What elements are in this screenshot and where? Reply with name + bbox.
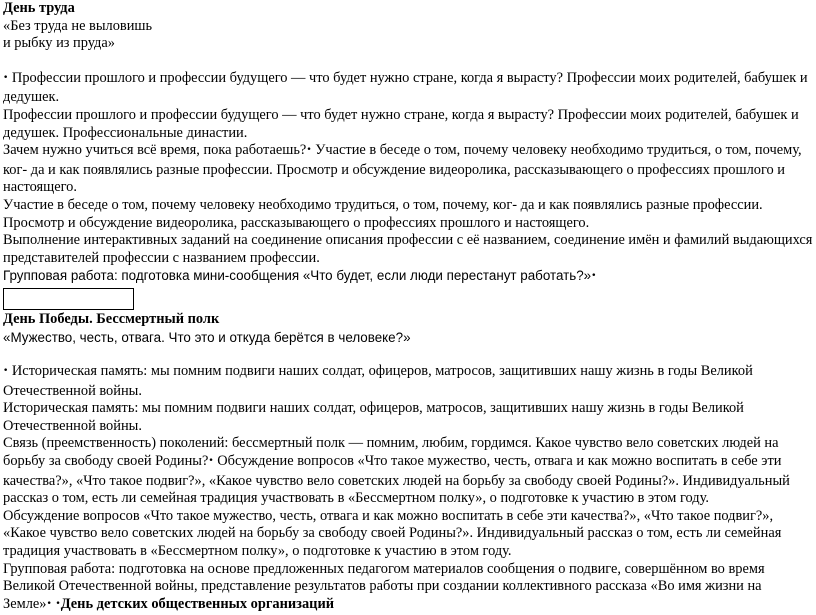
paragraph-text: Участие в беседе о том, почему человеку необходимо трудиться, о том, почему, ког- да и как появлялись разные профессии. Просмотр и обсуждение видеоролика, рассказывающего о профессиях прошлого и настоящего. bbox=[3, 142, 802, 196]
empty-table-cell bbox=[3, 288, 134, 310]
epigraph-line-2: и рыбку из пруда» bbox=[3, 35, 115, 52]
bullet-icon: • bbox=[3, 366, 9, 377]
paragraph-text: Профессии прошлого и профессии будущего — что будет нужно стране, когда я вырасту? Профессии моих родителей, бабушек и дедушек. bbox=[3, 69, 808, 106]
section-title-victory-day: День Победы. Бессмертный полк bbox=[3, 310, 220, 327]
bullet-icon: • bbox=[306, 145, 312, 156]
bullet-icon: • bbox=[3, 72, 9, 83]
paragraph-generations bbox=[3, 435, 813, 507]
paragraph-text: Зачем нужно учиться всё время, пока работаешь? bbox=[3, 142, 307, 159]
bullet-icon: • bbox=[208, 456, 214, 467]
spacer bbox=[3, 346, 813, 363]
bullet-icon: • bbox=[591, 271, 597, 282]
section-title-labor-day: День труда bbox=[3, 0, 75, 16]
paragraph-professions-lead bbox=[3, 70, 813, 107]
paragraph-learning bbox=[3, 142, 813, 197]
paragraph-professions: Профессии прошлого и профессии будущего — что будет нужно стране, когда я вырасту? Профессии моих родителей, бабушек и дедушек. Профессиональные династии. bbox=[3, 106, 799, 141]
bullet-icon: • bbox=[55, 598, 61, 609]
bullet-icon: • bbox=[46, 598, 52, 609]
epigraph-line-1: «Без труда не выловишь bbox=[3, 17, 153, 34]
paragraph-discussion: Участие в беседе о том, почему человеку необходимо трудиться, о том, почему, ког- да и как появлялись разные профессии. Просмотр и обсуждение видеоролика, рассказывающего о профессиях прошлого и настоящего. bbox=[3, 196, 763, 231]
paragraph-text: Обсуждение вопросов «Что такое мужество, честь, отвага и как можно воспитать в себе эти качества?», «Что такое подвиг?», «Какое чувство вело советских людей на борьбу за свободу своей Родины?». Индивидуальный рассказ о том, есть ли семейная традиция участвовать в «Бессмертном полку», о подготовке к участию в этом году. bbox=[3, 453, 790, 507]
paragraph-group-work bbox=[3, 267, 813, 288]
paragraph-historical-memory: Историческая память: мы помним подвиги наших солдат, офицеров, матросов, защитивших нашу жизнь в годы Великой Отечественной войны. bbox=[3, 400, 744, 434]
paragraph-group-work-victory bbox=[3, 561, 813, 615]
paragraph-interactive-tasks: Выполнение интерактивных заданий на соединение описания профессии с её названием, соединение имён и фамилий выдающихся представителей профессии с названием профессии. bbox=[3, 232, 813, 266]
epigraph-victory-day: «Мужество, честь, отвага. Что это и откуда берётся в человеке?» bbox=[3, 329, 411, 345]
paragraph-historical-memory-lead bbox=[3, 363, 813, 400]
spacer bbox=[3, 53, 813, 70]
paragraph-text: Групповая работа: подготовка на основе предложенных педагогом материалов сообщения о подвиге, совершённом во время Великой Отечественной войны, представление результатов работы при создании коллективного рассказа «Во имя жизни на Земле» bbox=[3, 560, 765, 612]
paragraph-text: Групповая работа: подготовка мини-сообщения «Что будет, если люди перестанут работать?» bbox=[3, 268, 592, 284]
paragraph-questions-discussion: Обсуждение вопросов «Что такое мужество, честь, отвага и как можно воспитать в себе эти качества?», «Что такое подвиг?», «Какое чувство вело советских людей на борьбу за свободу своей Родины?». Индивидуальный рассказ о том, есть ли семейная традиция участвовать в «Бессмертном полку», о подготовке к участию в этом году. bbox=[3, 507, 782, 560]
paragraph-text: Историческая память: мы помним подвиги наших солдат, офицеров, матросов, защитивших нашу жизнь в годы Великой Отечественной войны. bbox=[3, 363, 753, 399]
paragraph-text: Связь (преемственность) поколений: бессмертный полк — помним, любим, гордимся. Какое чувство вело советских людей на борьбу за свободу своей Родины? bbox=[3, 435, 779, 470]
section-title-children-organizations: День детских общественных организаций bbox=[60, 595, 335, 612]
